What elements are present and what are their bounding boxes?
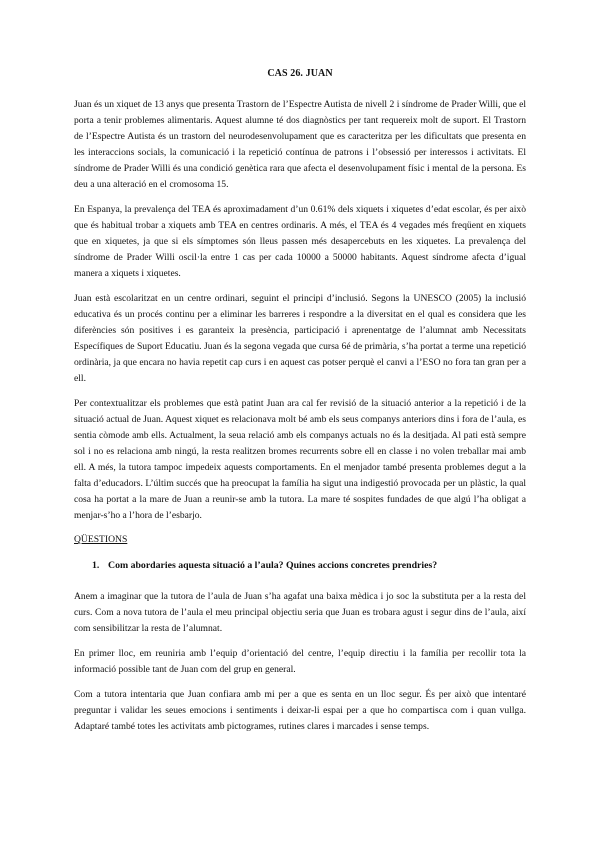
document-page [74,68,526,744]
question-number: 1. [92,560,100,571]
answer-paragraph-1: Anem a imaginar que la tutora de l’aula de Juan s’ha agafat una baixa mèdica i jo soc la substituta per a la resta del curs. Com a nova tutora de l’aula el meu principal objectiu seria que Juan es trobara agust i segur dins de l’aula, així com sensibilitzar la resta de l’alumnat. [74,591,526,634]
paragraph-prevalence: En Espanya, la prevalença del TEA és aproximadament d’un 0.61% dels xiquets i xiquetes d’edat escolar, és per això que és habitual trobar a xiquets amb TEA en centres ordinaris. A més, el TEA és 4 vegades més freqüent en xiquets que en xiquetes, ja que si els símptomes són lleus passen més desapercebuts en les xiquetes. La prevalença del síndrome de Prader Willi oscil·la entre 1 cas per cada 10000 a 50000 habitants. Aquest síndrome afecta d’igual manera a xiquets i xiquetes. [74,204,526,279]
paragraph-inclusion: Juan està escolaritzat en un centre ordinari, seguint el principi d’inclusió. Segons la UNESCO (2005) la inclusió educativa és un procés continu per a eliminar les barreres i respondre a la diversitat en el qual es considera que les diferències són positives i es garanteix la presència, participació i aprenentatge de l’alumnat amb Necessitats Específiques de Suport Educatiu. Juan és la segona vegada que cursa 6é de primària, s’ha portat a terme una repetició ordinària, ja que encara no havia repetit cap curs i en aquest cas potser perquè el canvi a l’ESO no fora tan gran per a ell. [74,293,526,384]
paragraph-context: Per contextualitzar els problemes que està patint Juan ara cal fer revisió de la situació anterior a la repetició i de la situació actual de Juan. Aquest xiquet es relacionava molt bé amb els seus companys anteriors dins i fora de l’aula, es sentia còmode amb ells. Actualment, la seua relació amb els companys actuals no és la desitjada. Al pati està sempre sol i no es relaciona amb ningú, la resta realitzen bromes recurrents sobre ell en classe i no volen treballar mai amb ell. A més, la tutora tampoc impedeix aquests comportaments. En el menjador també presenta problemes degut a la falta d’educadors. L’últim succés que ha preocupat la família ha sigut una indigestió provocada per un plàstic, la qual cosa ha portat a la mare de Juan a reunir-se amb la tutora. La mare té sospites fundades de que algú l’ha obligat a menjar-s’ho a l’hora de l’esbarjo. [74,398,526,521]
question-item [74,559,526,573]
section-heading: QÜESTIONS [74,534,128,545]
paragraph-intro: Juan és un xiquet de 13 anys que presenta Trastorn de l’Espectre Autista de nivell 2 i síndrome de Prader Willi, que el porta a tenir problemes alimentaris. Aquest alumne té dos diagnòstics per tant requereix molt de suport. El Trastorn de l’Espectre Autista és un trastorn del neurodesenvolupament que es caracteritza per les dificultats que presenta en les interaccions socials, la comunicació i la repetició contínua de patrons i l’obsessió per interessos i activitats. El síndrome de Prader Willi és una condició genètica rara que afecta el desenvolupament físic i mental de la persona. Es deu a una alteració en el cromosoma 15. [74,99,526,190]
answer-paragraph-3: Com a tutora intentaria que Juan confiara amb mi per a que es senta en un lloc segur. És per això que intentaré preguntar i validar les seues emocions i sentiments i deixar-li espai per a que ho compartisca com i quan vullga. Adaptaré també totes les activitats amb pictogrames, rutines clares i marcades i sense temps. [74,689,526,732]
question-text: Com abordaries aquesta situació a l’aula? Quines accions concretes prendries? [108,560,438,571]
page-title: CAS 26. JUAN [267,68,333,79]
answer-paragraph-2: En primer lloc, em reuniria amb l’equip d’orientació del centre, l’equip directiu i la família per recollir tota la informació possible tant de Juan com del grup en general. [74,648,526,675]
